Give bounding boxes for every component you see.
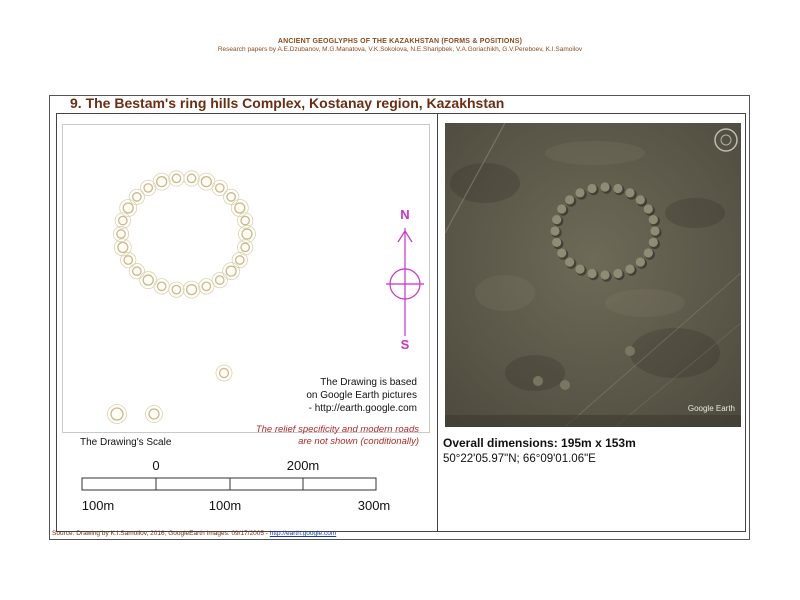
mound — [216, 276, 224, 284]
satellite-mound — [613, 269, 622, 278]
satellite-mound — [644, 248, 653, 257]
satellite-mound — [550, 226, 559, 235]
mound — [157, 177, 167, 187]
satellite-mound — [650, 226, 659, 235]
satellite-mound — [565, 258, 574, 267]
source-credit — [52, 530, 336, 537]
satellite-mound — [636, 195, 645, 204]
note-line-2: on Google Earth pictures — [306, 390, 417, 401]
mound — [241, 216, 249, 224]
google-earth-watermark: Google Earth — [687, 404, 735, 413]
mound — [111, 408, 123, 420]
source-text: Source: Drawing by K.I.Samoilov, 2016; GoogleEarth Images: 09/17/2005 - — [52, 530, 270, 537]
mound — [143, 275, 153, 285]
drawing-source-note — [272, 376, 417, 415]
satellite-outlier-mound — [560, 380, 570, 390]
compass-south-label: S — [400, 337, 410, 352]
satellite-mound — [587, 184, 596, 193]
satellite-mound — [575, 188, 584, 197]
source-link[interactable]: http://earth.google.com — [269, 530, 337, 537]
satellite-mound — [600, 270, 609, 279]
satellite-mound — [636, 258, 645, 267]
satellite-mound — [649, 238, 658, 247]
scale-label-100m-left: 100m — [81, 498, 115, 513]
satellite-mound — [575, 265, 584, 274]
mound — [157, 282, 165, 290]
mound — [220, 369, 229, 378]
satellite-mound — [557, 248, 566, 257]
note-line-3: - http://earth.google.com — [308, 403, 417, 414]
mound — [133, 267, 141, 275]
disclaimer-line-2: are not shown (conditionally) — [298, 436, 419, 447]
compass-rose — [386, 207, 424, 352]
mound — [236, 256, 244, 264]
coordinates: 50°22'05.97"N; 66°09'01.06"E — [443, 453, 596, 465]
satellite-mound — [600, 182, 609, 191]
panel-divider — [437, 113, 438, 532]
satellite-mound — [552, 238, 561, 247]
satellite-outlier-mound — [533, 376, 543, 386]
mound — [187, 174, 195, 182]
satellite-mound — [587, 269, 596, 278]
mound — [202, 282, 210, 290]
relief-disclaimer — [214, 424, 419, 448]
mound — [241, 243, 249, 251]
satellite-outlier-mound — [625, 346, 635, 356]
overall-dimensions: Overall dimensions: 195m x 153m — [443, 436, 636, 450]
mound — [216, 184, 224, 192]
mound — [123, 203, 133, 213]
mound — [201, 177, 211, 187]
mound — [149, 409, 159, 419]
mound — [172, 174, 180, 182]
mound — [118, 242, 128, 252]
satellite-mound — [644, 204, 653, 213]
mound — [117, 230, 125, 238]
note-line-1: The Drawing is based — [320, 377, 417, 388]
scale-bar — [70, 452, 410, 514]
scale-label-100m-mid: 100m — [208, 498, 242, 513]
satellite-mound — [625, 265, 634, 274]
mound — [227, 193, 235, 201]
mound — [144, 184, 152, 192]
ring-mounds — [108, 171, 256, 424]
compass-north-label: N — [400, 207, 410, 222]
mound — [133, 193, 141, 201]
scale-label-zero: 0 — [152, 458, 160, 473]
scale-label-200m: 200m — [286, 458, 320, 473]
disclaimer-line-1: The relief specificity and modern roads — [255, 424, 419, 435]
mound — [172, 285, 180, 293]
satellite-mound — [565, 195, 574, 204]
satellite-mound — [625, 188, 634, 197]
satellite-mound — [552, 215, 561, 224]
satellite-mound — [649, 215, 658, 224]
satellite-mound — [557, 204, 566, 213]
sheet-title: 9. The Bestam's ring hills Complex, Kostanay region, Kazakhstan — [70, 95, 505, 111]
mound — [187, 285, 197, 295]
satellite-mound — [613, 184, 622, 193]
document-authors: Research papers by A.E.Dzubanov, M.G.Manatova, V.K.Sokolova, N.E.Sharipbek, V.A.Goriachikh, G.V.Pereboev, K.I.Samoilov — [217, 46, 583, 53]
scale-label-300m: 300m — [357, 498, 391, 513]
mound — [124, 256, 132, 264]
scale-title: The Drawing's Scale — [80, 437, 172, 448]
mound — [235, 203, 245, 213]
satellite-image — [445, 123, 741, 427]
mound — [226, 266, 236, 276]
mound — [242, 229, 252, 239]
document-title: ANCIENT GEOGLYPHS OF THE KAZAKHSTAN (FORMS & POSITIONS) — [277, 38, 523, 45]
mound — [119, 216, 127, 224]
